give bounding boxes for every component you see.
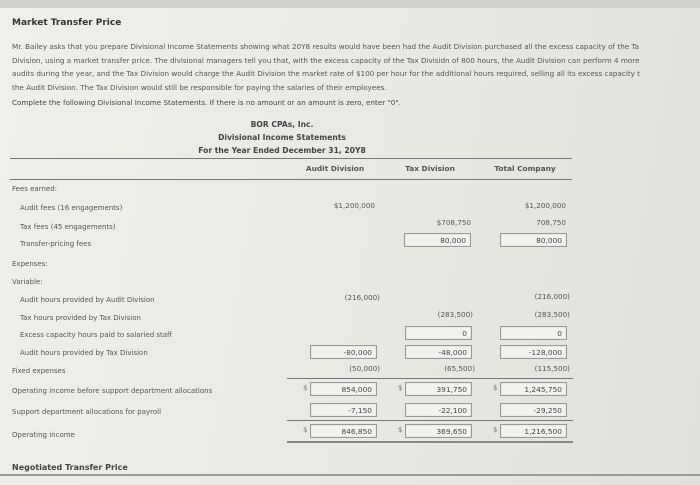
- support-audit-input[interactable]: -7,150: [310, 403, 377, 417]
- excess-tax-input[interactable]: 0: [405, 326, 472, 340]
- audit-fees-total: $1,200,000: [524, 201, 566, 210]
- next-section-title: Negotiated Transfer Price: [12, 463, 128, 472]
- label-oi-before: Operating income before support department allocations: [12, 387, 213, 395]
- top-bar: [0, 0, 700, 8]
- excess-total-input[interactable]: 0: [500, 326, 567, 340]
- label-tax-fees: Tax fees (45 engagements): [20, 223, 116, 231]
- paragraph-line: Mr. Bailey asks that you prepare Divisional Income Statements showing what 20Y8 results would have been had the Audit Division purchased all the excess capacity of the Ta: [12, 42, 640, 51]
- label-support: Support department allocations for payroll: [12, 408, 162, 416]
- oi-before-tax-input[interactable]: 391,750: [405, 382, 472, 396]
- statement-period: For the Year Ended December 31, 20Y8: [198, 146, 366, 155]
- dollar-sign: $: [398, 384, 403, 392]
- oi-before-audit-input[interactable]: 854,000: [310, 382, 377, 396]
- column-audit: Audit Division: [305, 164, 365, 173]
- total-double-line: [287, 441, 573, 443]
- audit-by-tax-total-input[interactable]: -128,000: [500, 345, 567, 359]
- dollar-sign: $: [493, 426, 498, 434]
- paragraph-line: Division, using a market transfer price. The divisional managers tell you that, with the excess capacity of the Tax Divisidn of 800 hours, the Audit Division can perform 4 more: [12, 55, 640, 65]
- label-variable: Variable:: [12, 278, 43, 286]
- divider: [10, 179, 572, 180]
- dollar-sign: $: [303, 426, 308, 434]
- section-divider: [0, 474, 700, 476]
- label-fixed: Fixed expenses: [12, 367, 66, 375]
- audit-hours-total: (216,000): [534, 292, 570, 301]
- audit-by-tax-tax-input[interactable]: -48,000: [405, 345, 472, 359]
- label-transfer-fees: Transfer-pricing fees: [20, 240, 92, 248]
- fixed-tax: (65,500): [444, 364, 475, 373]
- oi-audit-input[interactable]: 846,850: [310, 424, 377, 438]
- audit-by-tax-audit-input[interactable]: -80,000: [310, 345, 377, 359]
- label-tax-hours: Tax hours provided by Tax Division: [20, 314, 141, 322]
- transfer-fees-total-input[interactable]: 80,000: [500, 233, 567, 247]
- column-total: Total Company: [494, 164, 556, 173]
- statement-title: Divisional Income Statements: [218, 133, 346, 142]
- dollar-sign: $: [303, 384, 308, 392]
- label-expenses: Expenses:: [12, 260, 48, 268]
- tax-fees-tax: $708,750: [436, 218, 471, 227]
- instructions: Complete the following Divisional Income Statements. If there is no amount or an amount is zero, enter "0".: [12, 98, 401, 107]
- column-tax: Tax Division: [405, 164, 455, 173]
- support-total-input[interactable]: -29,250: [500, 403, 567, 417]
- divider: [10, 158, 572, 159]
- subtotal-line: [287, 378, 573, 379]
- tax-hours-total: (283,500): [534, 310, 570, 319]
- dollar-sign: $: [398, 426, 403, 434]
- oi-total-input[interactable]: 1,216,500: [500, 424, 567, 438]
- label-audit-hours: Audit hours provided by Audit Division: [20, 296, 155, 304]
- problem-description: [12, 40, 700, 94]
- label-oi: Operating income: [12, 431, 75, 439]
- label-audit-fees: Audit fees (16 engagements): [20, 204, 123, 212]
- subtotal-line: [287, 420, 573, 421]
- fixed-total: (115,500): [534, 364, 570, 373]
- transfer-fees-tax-input[interactable]: 80,000: [404, 233, 471, 247]
- label-excess: Excess capacity hours paid to salaried staff: [20, 331, 172, 339]
- label-fees-earned: Fees earned:: [12, 185, 58, 193]
- support-tax-input[interactable]: -22,100: [405, 403, 472, 417]
- audit-fees-audit: $1,200,000: [333, 201, 375, 210]
- tax-fees-total: 708,750: [536, 218, 566, 227]
- fixed-audit: (50,000): [349, 364, 380, 373]
- oi-before-total-input[interactable]: 1,245,750: [500, 382, 567, 396]
- company-name: BOR CPAs, Inc.: [250, 120, 314, 129]
- label-audit-by-tax: Audit hours provided by Tax Division: [20, 349, 148, 357]
- tax-hours-tax: (283,500): [437, 310, 473, 319]
- paragraph-line: the Audit Division. The Tax Division would still be responsible for paying the salaries of their employees.: [12, 82, 387, 92]
- dollar-sign: $: [493, 384, 498, 392]
- section-title: Market Transfer Price: [12, 18, 122, 28]
- oi-tax-input[interactable]: 369,650: [405, 424, 472, 438]
- paragraph-line: audits during the year, and the Tax Division would charge the Audit Division the market rate of $100 per hour for the additional hours required, selling all its excess capacity t: [12, 69, 640, 78]
- audit-hours-audit: (216,000): [344, 293, 380, 302]
